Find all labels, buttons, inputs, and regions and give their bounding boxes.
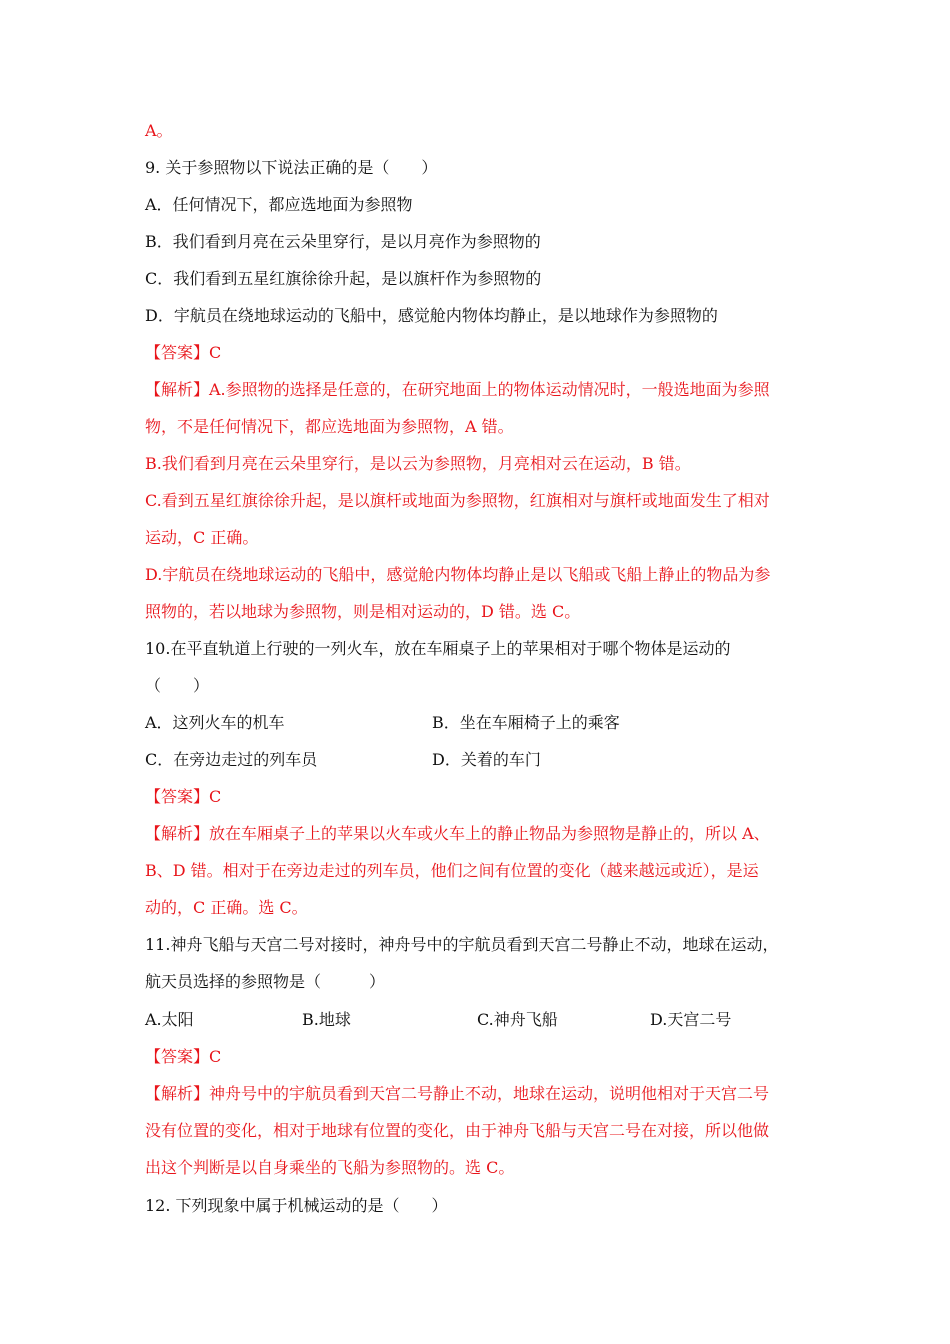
question-11-option-b: B.地球: [302, 1010, 351, 1029]
question-12: 12. 下列现象中属于机械运动的是（ ）: [145, 1196, 448, 1215]
question-10-explanation-2: B、D 错。相对于在旁边走过的列车员，他们之间有位置的变化（越来越远或近），是运: [145, 861, 759, 880]
question-10: 10.在平直轨道上行驶的一列火车，放在车厢桌子上的苹果相对于哪个物体是运动的: [145, 639, 731, 658]
question-9-option-c: C．我们看到五星红旗徐徐升起，是以旗杆作为参照物的: [145, 269, 542, 288]
question-9-explanation-7: 照物的，若以地球为参照物，则是相对运动的，D 错。选 C。: [145, 602, 581, 621]
question-11-option-c: C.神舟飞船: [477, 1010, 558, 1029]
question-10-paren: （ ）: [145, 676, 210, 695]
question-10-explanation-1: 【解析】放在车厢桌子上的苹果以火车或火车上的静止物品为参照物是静止的，所以 A、: [145, 824, 770, 843]
question-9-answer: 【答案】C: [145, 343, 222, 362]
question-9-explanation-5: 运动，C 正确。: [145, 528, 259, 547]
question-9-explanation-1: 【解析】A.参照物的选择是任意的，在研究地面上的物体运动情况时，一般选地面为参照: [145, 380, 770, 399]
question-11-options-row: [145, 1009, 810, 1031]
question-9-option-b: B．我们看到月亮在云朵里穿行，是以月亮作为参照物的: [145, 232, 541, 251]
question-9-option-a: A．任何情况下，都应选地面为参照物: [145, 195, 413, 214]
question-11-explanation-1: 【解析】神舟号中的宇航员看到天宫二号静止不动，地球在运动，说明他相对于天宫二号: [145, 1084, 770, 1103]
question-9-explanation-6: D.宇航员在绕地球运动的飞船中，感觉舱内物体均静止是以飞船或飞船上静止的物品为参: [145, 565, 771, 584]
question-11-answer: 【答案】C: [145, 1047, 222, 1066]
question-9-option-d: D．宇航员在绕地球运动的飞船中，感觉舱内物体均静止，是以地球作为参照物的: [145, 306, 718, 325]
question-10-options-row-1: [145, 712, 810, 734]
question-9: 9. 关于参照物以下说法正确的是（ ）: [145, 158, 438, 177]
question-9-explanation-2: 物，不是任何情况下，都应选地面为参照物，A 错。: [145, 417, 514, 436]
question-11-line-2: 航天员选择的参照物是（ ）: [145, 972, 386, 991]
question-11: 11.神舟飞船与天宫二号对接时，神舟号中的宇航员看到天宫二号静止不动，地球在运动，: [145, 935, 779, 954]
question-11-explanation-2: 没有位置的变化，相对于地球有位置的变化，由于神舟飞船与天宫二号在对接，所以他做: [145, 1121, 770, 1140]
prev-answer-tail: A。: [145, 121, 173, 140]
question-10-option-b: B．坐在车厢椅子上的乘客: [432, 713, 620, 732]
question-10-answer: 【答案】C: [145, 787, 222, 806]
question-9-explanation-4: C.看到五星红旗徐徐升起，是以旗杆或地面为参照物，红旗相对与旗杆或地面发生了相对: [145, 491, 770, 510]
question-10-option-c: C．在旁边走过的列车员: [145, 750, 318, 769]
question-11-option-a: A.太阳: [145, 1010, 194, 1029]
question-10-explanation-3: 动的，C 正确。选 C。: [145, 898, 308, 917]
question-11-option-d: D.天宫二号: [650, 1010, 732, 1029]
question-10-options-row-2: [145, 749, 810, 771]
question-11-explanation-3: 出这个判断是以自身乘坐的飞船为参照物的。选 C。: [145, 1158, 515, 1177]
question-10-option-a: A．这列火车的机车: [145, 713, 285, 732]
question-10-option-d: D．关着的车门: [432, 750, 541, 769]
question-9-explanation-3: B.我们看到月亮在云朵里穿行，是以云为参照物，月亮相对云在运动，B 错。: [145, 454, 691, 473]
